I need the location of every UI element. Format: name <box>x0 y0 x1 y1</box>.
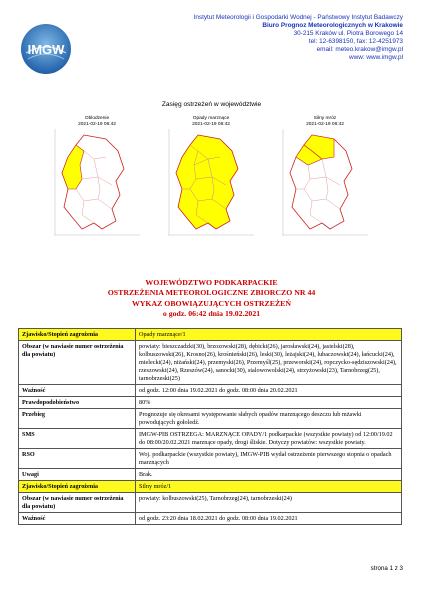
row-value: IMGW-PIB OSTRZEGA: MARZNĄCE OPADY/1 podkarpackie (wszystkie powiaty) od 12:00/19.02 do 08:00/20.02.2021 marznące opady, drogi śliskie. Dotyczy powiatów: wszystkie powiaty. <box>136 429 402 449</box>
row-label: SMS <box>19 429 136 449</box>
voivodeship-title: WOJEWÓDZTWO PODKARPACKIE <box>145 278 278 287</box>
table-row <box>19 493 402 513</box>
phone-fax: tel: 12-6398150, fax: 12-4251973 <box>308 38 403 46</box>
office-name: Biuro Prognoz Meteorologicznych w Krakowie <box>262 22 403 30</box>
row-label: Prawdopodobieństwo <box>19 397 136 409</box>
maps-title: Zasięg ostrzeżeń w województwie <box>161 101 262 108</box>
table-row <box>19 429 402 449</box>
warning-heading <box>0 278 423 319</box>
website-link[interactable]: www: www.imgw.pl <box>349 54 403 62</box>
table-row <box>19 397 402 409</box>
row-value: od godz. 12:00 dnia 19.02.2021 do godz. 08:00 dnia 20.02.2021 <box>136 385 402 397</box>
map-freezing-rain <box>166 116 256 239</box>
issue-time: o godz. 06:42 dnia 19.02.2021 <box>162 308 261 318</box>
row-value: Woj. podkarpackie (wszystkie powiaty), IMGW-PIB wydał ostrzeżenie pierwszego stopnia o opadach marznących <box>136 449 402 469</box>
row-value: Silny mróz/1 <box>136 481 402 493</box>
row-label: Uwagi <box>19 469 136 481</box>
table-row <box>19 409 402 429</box>
row-label: Obszar (w nawiasie numer ostrzeżenia dla powiatu) <box>19 493 136 513</box>
list-title: WYKAZ OBOWIĄZUJĄCYCH OSTRZEŻEŃ <box>132 298 291 308</box>
table-row <box>19 481 402 493</box>
table-row <box>19 449 402 469</box>
table-row <box>19 385 402 397</box>
map-label: Opady marznące <box>192 116 230 121</box>
table-row <box>19 469 402 481</box>
row-value: Opady marznące/1 <box>136 329 402 341</box>
map-severe-frost <box>280 116 370 239</box>
map-icing <box>52 116 142 239</box>
row-value: od godz. 23:20 dnia 18.02.2021 do godz. 08:00 dnia 19.02.2021 <box>136 513 402 525</box>
address: 30-215 Kraków ul. Piotra Borowego 14 <box>293 30 403 38</box>
row-label: Zjawisko/Stopień zagrożenia <box>19 329 136 341</box>
warnings-table <box>18 328 402 525</box>
row-value: powiaty: bieszczadzki(30), brzozowski(28), dębicki(26), jarosławski(24), jasielski(28), kolbuszowski(26), Krosno(26), krośnieński(26), leski(30), leżajski(24), lubaczowski(24), łańcucki(24), mielecki(24), niżański(24), przemyski(26), Przemyśl(25), przeworski(24), ropczycko-sędziszowski(24), rzeszowski(24), Rzeszów(24), sanocki(30), stalowowolski(24), strzyżowski(23), Tarnobrzeg(25), tarnobrzeski(25) <box>136 341 402 385</box>
table-row <box>19 513 402 525</box>
row-value: 80% <box>136 397 402 409</box>
row-label: Zjawisko/Stopień zagrożenia <box>19 481 136 493</box>
institute-header <box>194 14 403 63</box>
row-value: Brak. <box>136 469 402 481</box>
map-image <box>54 129 140 239</box>
row-label: Obszar (w nawiasie numer ostrzeżenia dla powiatu) <box>19 341 136 385</box>
table-row <box>19 329 402 341</box>
row-value: Prognozuje się okresami występowanie słabych opadów marznącego deszczu lub mżawki powodujących gołoledź. <box>136 409 402 429</box>
map-image <box>168 129 254 239</box>
row-label: Ważność <box>19 385 136 397</box>
table-row <box>19 341 402 385</box>
row-label: Przebieg <box>19 409 136 429</box>
map-label: Oblodzenie <box>84 116 110 121</box>
row-value: powiaty: kolbuszowski(25), Tarnobrzeg(24), tarnobrzeski(24) <box>136 493 402 513</box>
imgw-logo <box>20 23 72 75</box>
page-number: strona 1 z 3 <box>370 565 403 572</box>
row-label: RSO <box>19 449 136 469</box>
institute-name: Instytut Meteorologii i Gospodarki Wodnej - Państwowy Instytut Badawczy <box>193 14 403 21</box>
map-date: 2021-02-19 06:42 <box>78 121 116 127</box>
map-date: 2021-02-19 06:42 <box>192 121 230 127</box>
map-label: Silny mróz <box>313 116 337 121</box>
map-image <box>282 129 368 239</box>
email-link[interactable]: email: meteo.krakow@imgw.pl <box>316 46 403 54</box>
map-date: 2021-02-19 06:42 <box>306 121 344 127</box>
logo-text: IMGW <box>27 42 65 57</box>
bulletin-number: OSTRZEŻENIA METEOROLOGICZNE ZBIORCZO NR 44 <box>107 288 316 298</box>
row-label: Ważność <box>19 513 136 525</box>
